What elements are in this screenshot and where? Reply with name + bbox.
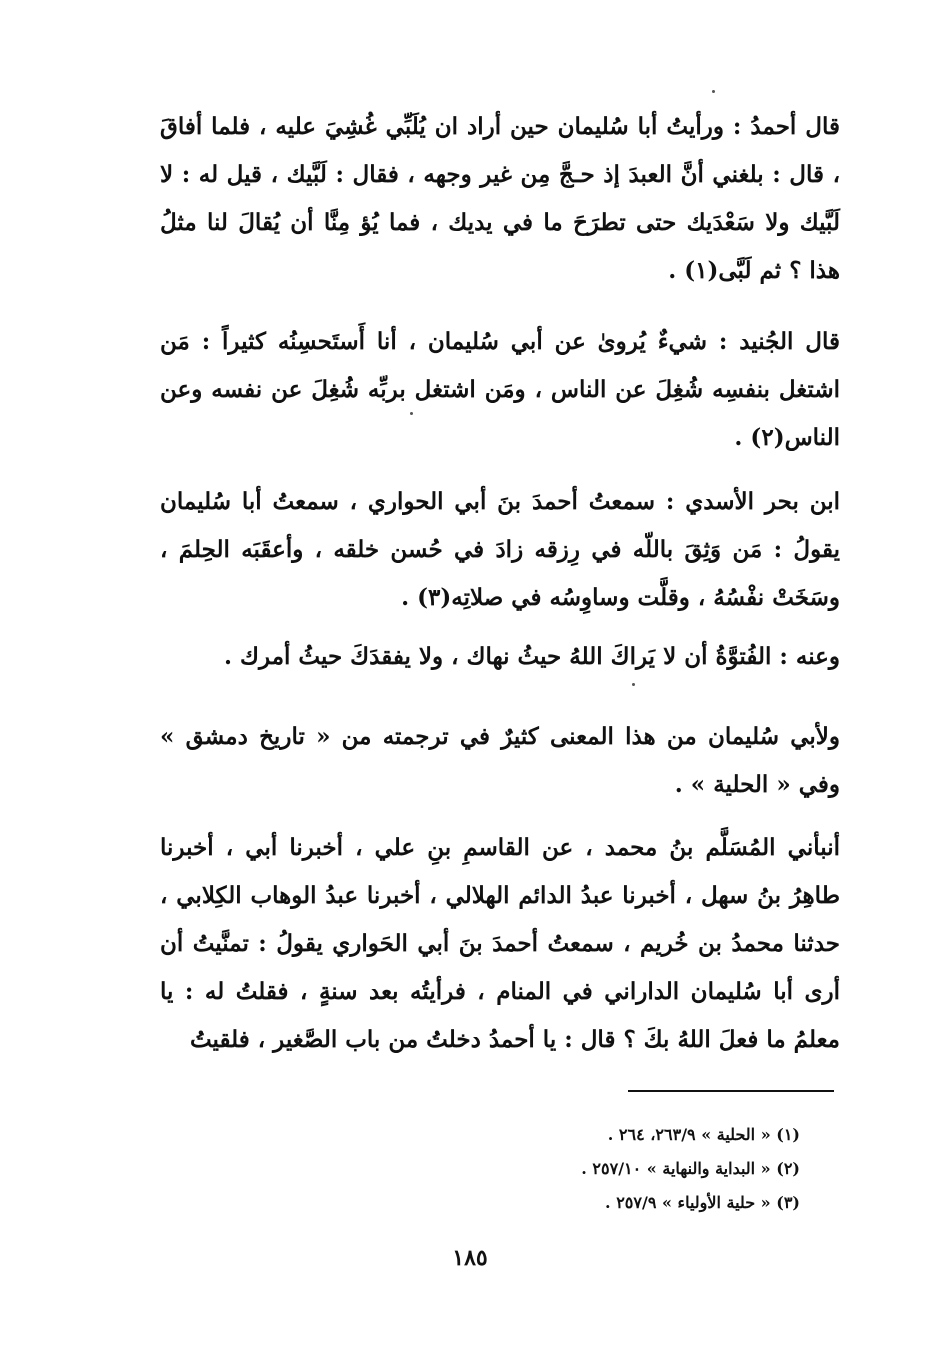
footnote-3: (٣) « حلية الأولياء » ٢٥٧/٩ .: [605, 1193, 800, 1212]
page-number: ١٨٥: [452, 1245, 488, 1271]
paragraph-isnad-dream: أنبأني المُسَلَّم بنُ محمد ، عن القاسمِ بنِ علي ، أخبرنا أبي ، أخبرنا طاهِرُ بنُ سهل ، أخبرنا عبدُ الدائم الهلالي ، أخبرنا عبدُ الوهاب الكِلابي ، حدثنا محمدُ بن خُريم ، سمعتُ أحمدَ بنَ أبي الحَواري يقولُ : تمنَّيتُ أن أرى أبا سُليمان الداراني في المنام ، فرأيتُه بعد سنةٍ ، فقلتُ له : يا معلمُ ما فعلَ اللهُ بكَ ؟ قال : يا أحمدُ دخلتُ من باب الصَّغير ، فلقيتُ: [160, 834, 840, 1053]
paragraph-ahmad-sulayman-talbiya: قال أحمدُ : ورأيتُ أبا سُليمان حين أراد ان يُلَبِّي غُشِيَ عليه ، فلما أفاقَ ، قال : بلغني أنَّ العبدَ إذ حـجَّ مِن غير وجهه ، فقال : لَبَّيك ، قيل له : لا لَبَّيك ولا سَعْدَيك حتى تطرَحَ ما في يديك ، فما يُؤ مِنَّا أن يُقالَ لنا مثلُ هذا ؟ ثم لَبَّى(١) .: [160, 113, 840, 284]
scan-speck: [410, 412, 413, 415]
footnotes: [430, 1118, 800, 1220]
scan-speck: [712, 90, 715, 93]
paragraph-ibn-bahr-asadi: ابن بحر الأسدي : سمعتُ أحمدَ بنَ أبي الحواري ، سمعتُ أبا سُليمان يقولُ : مَن وَثِقَ باللّه في رِزقه زادَ في حُسن خلقه ، وأعقَبَه الحِلمَ ، وسَخَتْ نفْسُهُ ، وقلَّت وساوِسُه في صلاتِه(٣) .: [160, 488, 840, 611]
scan-speck: [632, 683, 635, 686]
paragraph-futuwwa: وعنه : الفُتوَّةُ أن لا يَراكَ اللهُ حيثُ نهاك ، ولا يفقدَكَ حيثُ أمرك .: [224, 643, 840, 670]
footnote-divider: [628, 1090, 834, 1092]
footnote-1: (١) « الحلية » ٢٦٣/٩، ٢٦٤ .: [607, 1125, 800, 1144]
footnote-2: (٢) « البداية والنهاية » ٢٥٧/١٠ .: [581, 1159, 800, 1178]
paragraph-tarikh-dimashq-note: ولأبي سُليمان من هذا المعنى كثيرٌ في ترجمته من « تاريخ دمشق » وفي « الحلية » .: [160, 723, 840, 798]
paragraph-junayd-saying: قال الجُنيد : شيءٌ يُروىٰ عن أبي سُليمان ، أنا أَستَحسِنُه كثيراً : مَن اشتغل بنفسِه شُغِلَ عن الناس ، ومَن اشتغل بربِّه شُغِلَ عن نفسه وعن الناس(٢) .: [160, 328, 840, 451]
